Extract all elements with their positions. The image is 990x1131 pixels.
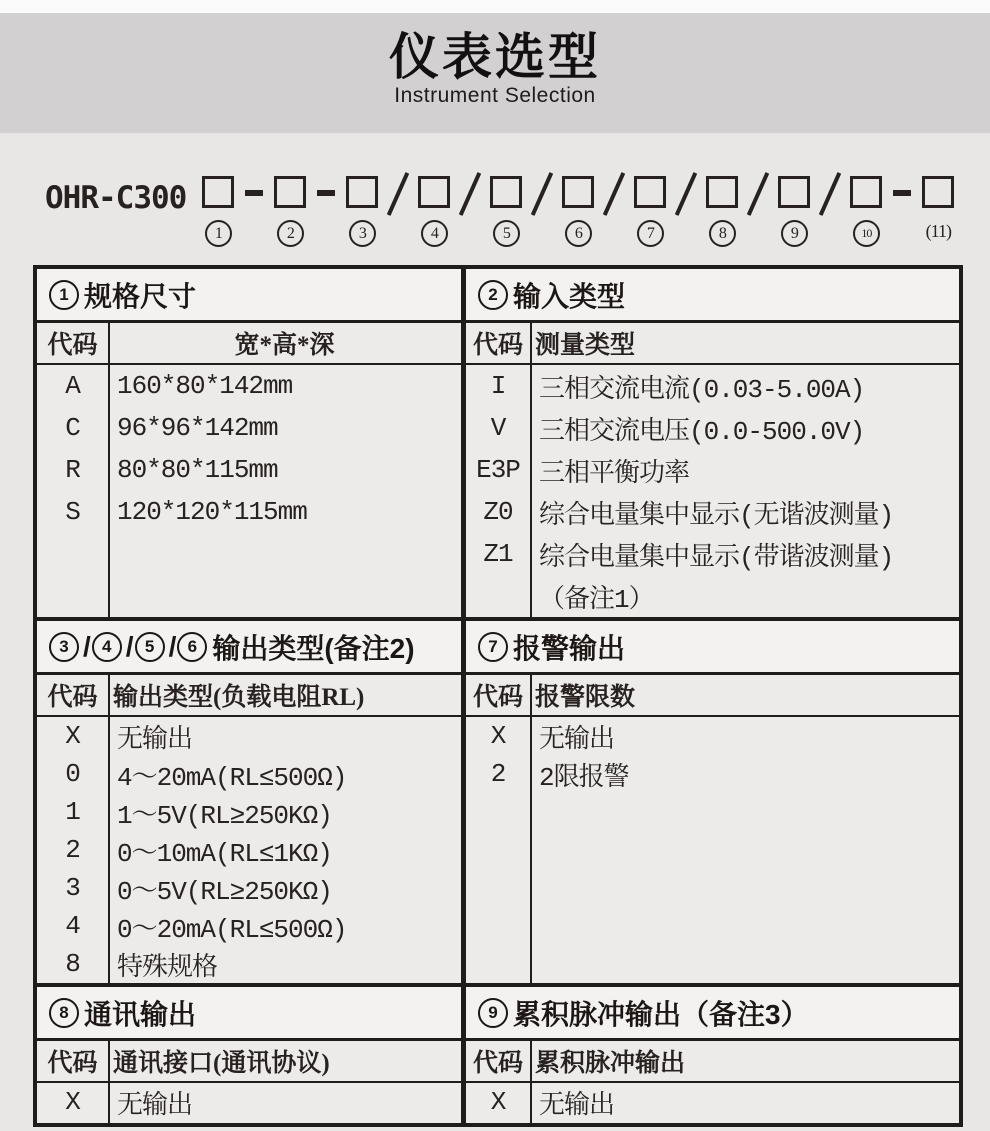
code-column-header: 代码 (47, 684, 98, 711)
title-band (0, 13, 990, 133)
section-left (37, 621, 461, 983)
table-band (37, 617, 959, 983)
table-row (37, 869, 461, 907)
table-row (466, 717, 959, 755)
row-code: S (65, 497, 80, 527)
separator-slash (378, 176, 418, 217)
table-row (466, 407, 959, 449)
model-position (706, 176, 738, 247)
header-slash: / (83, 630, 91, 662)
row-label: 160*80*142mm (117, 371, 293, 401)
row-code: V (490, 413, 506, 443)
page-subtitle: Instrument Selection (394, 83, 596, 107)
circled-number-icon: 5 (135, 632, 165, 662)
separator-slash (594, 176, 634, 217)
column-headers (466, 323, 959, 365)
section-title: 规格尺寸 (84, 280, 197, 312)
rows-area (37, 365, 461, 617)
dash-icon (893, 190, 911, 196)
row-label: 0～5V(RL≥250KΩ) (117, 876, 332, 907)
rows-area (37, 717, 461, 983)
table-row (37, 907, 461, 945)
table-row (466, 491, 959, 533)
separator-dash (306, 176, 346, 196)
separator-slash (666, 176, 706, 217)
column-headers (37, 675, 461, 717)
separator-slash (522, 176, 562, 217)
row-label: 综合电量集中显示(无谐波测量) (539, 500, 894, 531)
row-label: 三相平衡功率 (539, 458, 690, 489)
column-headers (466, 1041, 959, 1083)
row-code: E3P (476, 455, 520, 485)
model-position (850, 176, 882, 247)
model-code-box (922, 176, 954, 208)
model-code-box (778, 176, 810, 208)
circled-number-icon: 2 (478, 280, 508, 310)
row-code: C (65, 413, 80, 443)
model-prefix: OHR-C300 (45, 180, 187, 216)
model-position (346, 176, 378, 247)
table-row (466, 365, 959, 407)
page-title: 仪表选型 (389, 29, 601, 85)
type-column-header: 宽*高*深 (234, 332, 335, 359)
row-code: 4 (65, 911, 80, 941)
position-number-badge: 2 (277, 220, 304, 247)
rows-area (466, 365, 959, 617)
circled-number-icon: 1 (49, 280, 79, 310)
section-header (466, 621, 959, 675)
separator-slash (810, 176, 850, 217)
section-header (37, 621, 461, 675)
slash-icon (603, 172, 625, 216)
header-slash: / (168, 630, 177, 662)
row-label: 无输出 (539, 724, 615, 755)
row-code: 0 (65, 759, 80, 789)
row-label: 0～10mA(RL≤1KΩ) (117, 838, 332, 869)
circled-number-icon: 8 (49, 998, 79, 1028)
row-code: 1 (65, 797, 80, 827)
section-header (37, 987, 461, 1041)
model-code-box (634, 176, 666, 208)
model-position (634, 176, 666, 247)
row-code: Z0 (483, 497, 513, 527)
table-band (37, 983, 959, 1123)
model-code-box (490, 176, 522, 208)
model-position (562, 176, 594, 247)
model-position (202, 176, 234, 247)
rows-area (466, 717, 959, 983)
model-code-box (562, 176, 594, 208)
section-right (466, 987, 959, 1123)
row-label: 无输出 (117, 1090, 193, 1121)
table-row (466, 533, 959, 575)
separator-slash (738, 176, 778, 217)
type-column-header: 报警限数 (535, 684, 636, 711)
row-label: 三相交流电压(0.0-500.0V) (539, 416, 865, 447)
code-column-header: 代码 (47, 332, 98, 359)
row-code: X (65, 721, 80, 751)
section-right (466, 269, 959, 617)
position-number-badge: 10 (853, 220, 880, 247)
row-code (466, 575, 530, 617)
table-row (466, 1083, 959, 1121)
row-code: 2 (65, 835, 80, 865)
row-code: X (490, 1087, 506, 1117)
table-row (37, 449, 461, 491)
row-code: R (65, 455, 80, 485)
table-band (37, 269, 959, 617)
row-label: 80*80*115mm (117, 455, 278, 485)
circled-number-icon: 4 (92, 632, 122, 662)
position-number-badge: 1 (205, 220, 232, 247)
table-row (37, 717, 461, 755)
position-number-badge: 8 (709, 220, 736, 247)
section-right (466, 621, 959, 983)
model-code-box (202, 176, 234, 208)
rows-area (37, 1083, 461, 1123)
row-label: （备注1） (539, 584, 654, 615)
slash-icon (531, 172, 553, 216)
separator-dash (234, 176, 274, 196)
row-label: 0～20mA(RL≤500Ω) (117, 914, 347, 945)
rows-area (466, 1083, 959, 1123)
table-row (37, 365, 461, 407)
type-column-header: 累积脉冲输出 (535, 1050, 686, 1077)
row-code: Z1 (483, 539, 513, 569)
row-label: 无输出 (539, 1090, 615, 1121)
slash-icon (459, 172, 481, 216)
row-label: 三相交流电流(0.03-5.00A) (539, 374, 865, 405)
circled-number-icon: 3 (49, 632, 79, 662)
position-number-badge: 7 (637, 220, 664, 247)
position-number-badge: 3 (349, 220, 376, 247)
dash-icon (317, 190, 335, 196)
model-code-box (706, 176, 738, 208)
table-row (466, 755, 959, 793)
table-row (37, 491, 461, 533)
position-number-badge: (11) (925, 221, 951, 241)
section-header (37, 269, 461, 323)
row-label: 特殊规格 (117, 952, 218, 983)
model-code-box (346, 176, 378, 208)
row-code: 2 (490, 759, 506, 789)
row-label: 120*120*115mm (117, 497, 307, 527)
model-position (778, 176, 810, 247)
position-number-badge: 9 (781, 220, 808, 247)
row-label: 无输出 (117, 724, 193, 755)
position-number-badge: 5 (493, 220, 520, 247)
model-position (418, 176, 450, 247)
table-row (37, 407, 461, 449)
dash-icon (245, 190, 263, 196)
table-row (37, 755, 461, 793)
column-headers (37, 1041, 461, 1083)
row-label: 综合电量集中显示(带谐波测量) (539, 542, 894, 573)
code-column-header: 代码 (472, 684, 523, 711)
circled-number-icon: 9 (478, 998, 508, 1028)
separator-dash (882, 176, 922, 196)
type-column-header: 测量类型 (535, 332, 636, 359)
section-left (37, 269, 461, 617)
row-label: 1～5V(RL≥250KΩ) (117, 800, 332, 831)
row-label: 96*96*142mm (117, 413, 278, 443)
section-title: 通讯输出 (84, 998, 197, 1030)
table-row (37, 793, 461, 831)
type-column-header: 通讯接口(通讯协议) (113, 1050, 330, 1077)
row-code: X (490, 721, 506, 751)
model-code-row (45, 176, 954, 247)
model-position (490, 176, 522, 247)
section-left (37, 987, 461, 1123)
column-headers (37, 323, 461, 365)
separator-slash (450, 176, 490, 217)
table-row (37, 1083, 461, 1121)
circled-number-icon: 7 (478, 632, 508, 662)
selection-table (33, 265, 963, 1127)
table-row (466, 449, 959, 491)
row-code: 8 (65, 949, 80, 979)
row-code: X (65, 1087, 80, 1117)
row-code: 3 (65, 873, 80, 903)
model-code-box (418, 176, 450, 208)
table-row (37, 945, 461, 983)
row-code: I (490, 371, 506, 401)
position-number-badge: 6 (565, 220, 592, 247)
row-code: A (65, 371, 80, 401)
slash-icon (747, 172, 769, 216)
section-title: 报警输出 (513, 632, 626, 664)
type-column-header: 输出类型(负载电阻RL) (113, 684, 365, 711)
row-label: 2限报警 (539, 762, 629, 793)
model-position (274, 176, 306, 247)
table-row (466, 575, 959, 617)
circled-number-icon: 6 (177, 632, 207, 662)
column-headers (466, 675, 959, 717)
section-header (466, 987, 959, 1041)
section-header (466, 269, 959, 323)
slash-icon (675, 172, 697, 216)
slash-icon (387, 172, 409, 216)
section-title: 输出类型(备注2) (212, 632, 415, 664)
model-position (922, 176, 954, 243)
slash-icon (819, 172, 841, 216)
row-label: 4～20mA(RL≤500Ω) (117, 762, 347, 793)
position-number-badge: 4 (421, 220, 448, 247)
model-code-box (850, 176, 882, 208)
code-column-header: 代码 (472, 1050, 523, 1077)
top-margin-strip (0, 0, 990, 13)
header-slash: / (125, 630, 134, 662)
table-row (37, 831, 461, 869)
section-title: 累积脉冲输出（备注3） (513, 998, 809, 1030)
model-code-box (274, 176, 306, 208)
code-column-header: 代码 (47, 1050, 98, 1077)
code-column-header: 代码 (472, 332, 523, 359)
section-title: 输入类型 (513, 280, 626, 312)
